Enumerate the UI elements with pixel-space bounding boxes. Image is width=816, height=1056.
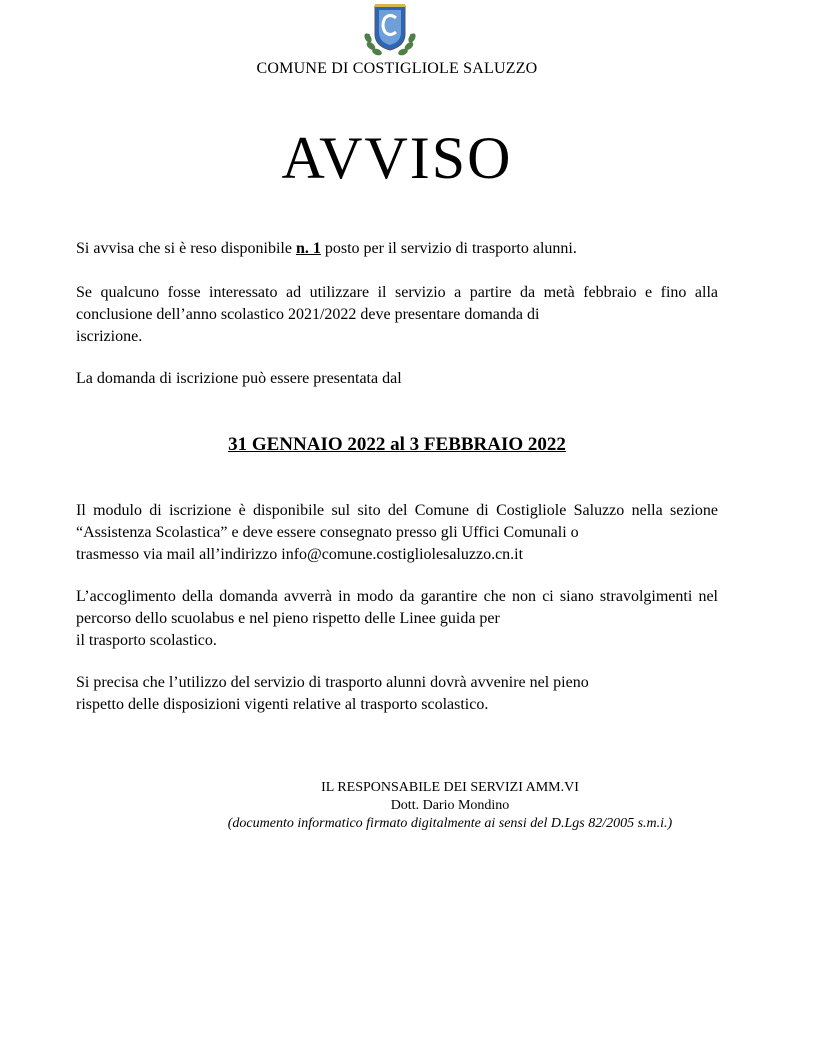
acceptance-text: L’accoglimento della domanda avverrà in modo da garantire che non ci siano stravolgimenti nel percorso dello scuolabus e nel pieno rispetto delle Linee guida per bbox=[76, 588, 718, 627]
municipal-crest-icon bbox=[359, 4, 421, 58]
available-seats-count: n. 1 bbox=[295, 240, 321, 257]
acceptance-text-end: il trasporto scolastico. bbox=[76, 632, 217, 649]
availability-text-start: Si avvisa che si è reso disponibile bbox=[76, 240, 296, 257]
application-dates: 31 GENNAIO 2022 al 3 FEBBRAIO 2022 bbox=[228, 434, 566, 455]
availability-paragraph bbox=[76, 238, 718, 260]
usage-text: Si precisa che l’utilizzo del servizio di trasporto alunni dovrà avvenire nel pieno bbox=[76, 674, 589, 691]
signatory-role: IL RESPONSABILE DEI SERVIZI AMM.VI bbox=[321, 780, 579, 795]
form-availability-paragraph bbox=[76, 500, 718, 566]
interest-text: Se qualcuno fosse interessato ad utilizzare il servizio a partire da metà febbraio e fino alla conclusione dell’anno scolastico 2021/2022 deve presentare domanda di bbox=[76, 284, 718, 323]
interest-paragraph bbox=[76, 282, 718, 348]
usage-text-end: rispetto delle disposizioni vigenti relative al trasporto scolastico. bbox=[76, 696, 489, 713]
acceptance-paragraph bbox=[76, 586, 718, 652]
availability-text-end: posto per il servizio di trasporto alunni. bbox=[320, 240, 577, 257]
form-availability-text: Il modulo di iscrizione è disponibile sul sito del Comune di Costigliole Saluzzo nella sezione “Assistenza Scolastica” e deve essere consegnato presso gli Uffici Comunali o bbox=[76, 502, 718, 541]
usage-paragraph bbox=[76, 672, 718, 716]
interest-text-end: iscrizione. bbox=[76, 328, 143, 345]
application-period-intro: La domanda di iscrizione può essere presentata dal bbox=[76, 370, 402, 387]
form-email-text: trasmesso via mail all’indirizzo info@comune.costigliolesaluzzo.cn.it bbox=[76, 546, 524, 563]
digital-signature-note: (documento informatico firmato digitalmente ai sensi del D.Lgs 82/2005 s.m.i.) bbox=[227, 816, 673, 831]
municipality-name: COMUNE DI COSTIGLIOLE SALUZZO bbox=[256, 60, 538, 77]
page-title: AVVISO bbox=[281, 125, 513, 191]
signatory-name: Dott. Dario Mondino bbox=[390, 798, 510, 813]
